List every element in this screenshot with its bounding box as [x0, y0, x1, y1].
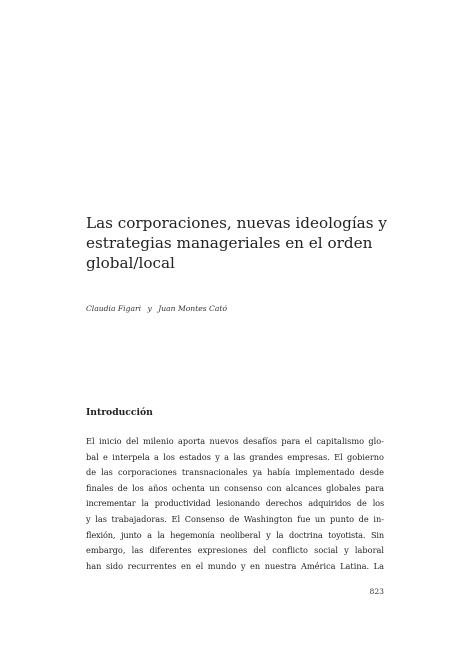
author-separator: y: [147, 304, 152, 313]
section-heading: Introducción: [86, 407, 153, 418]
paragraph-line: flexión, junto a la hegemonía neoliberal y la doctrina toyotista. Sin: [86, 529, 384, 540]
paragraph-line: bal e interpela a los estados y a las grandes empresas. El gobierno: [86, 451, 384, 462]
page-number: 823: [369, 587, 384, 596]
paragraph-line: han sido recurrentes en el mundo y en nuestra América Latina. La: [86, 560, 384, 571]
chapter-title-line: estrategias manageriales en el orden: [86, 234, 373, 252]
paragraph-line: finales de los años ochenta un consenso con alcances globales para: [86, 482, 384, 493]
author-name: Claudia Figari: [86, 304, 142, 313]
body-paragraph: [86, 434, 384, 574]
paragraph-line: El inicio del milenio aporta nuevos desafíos para el capitalismo glo-: [86, 436, 384, 446]
chapter-title: [86, 213, 386, 273]
chapter-title-line: Las corporaciones, nuevas ideologías y: [86, 214, 387, 232]
paragraph-line: y las trabajadoras. El Consenso de Washington fue un punto de in-: [86, 513, 384, 524]
chapter-authors: [86, 304, 227, 314]
paragraph-line: de las corporaciones transnacionales ya había implementado desde: [86, 467, 384, 478]
chapter-title-line: global/local: [86, 254, 175, 272]
paragraph-line: incrementar la productividad lesionando derechos adquiridos de los: [86, 498, 384, 509]
author-name: Juan Montes Cató: [158, 304, 228, 313]
paragraph-line: embargo, las diferentes expresiones del conflicto social y laboral: [86, 545, 384, 556]
